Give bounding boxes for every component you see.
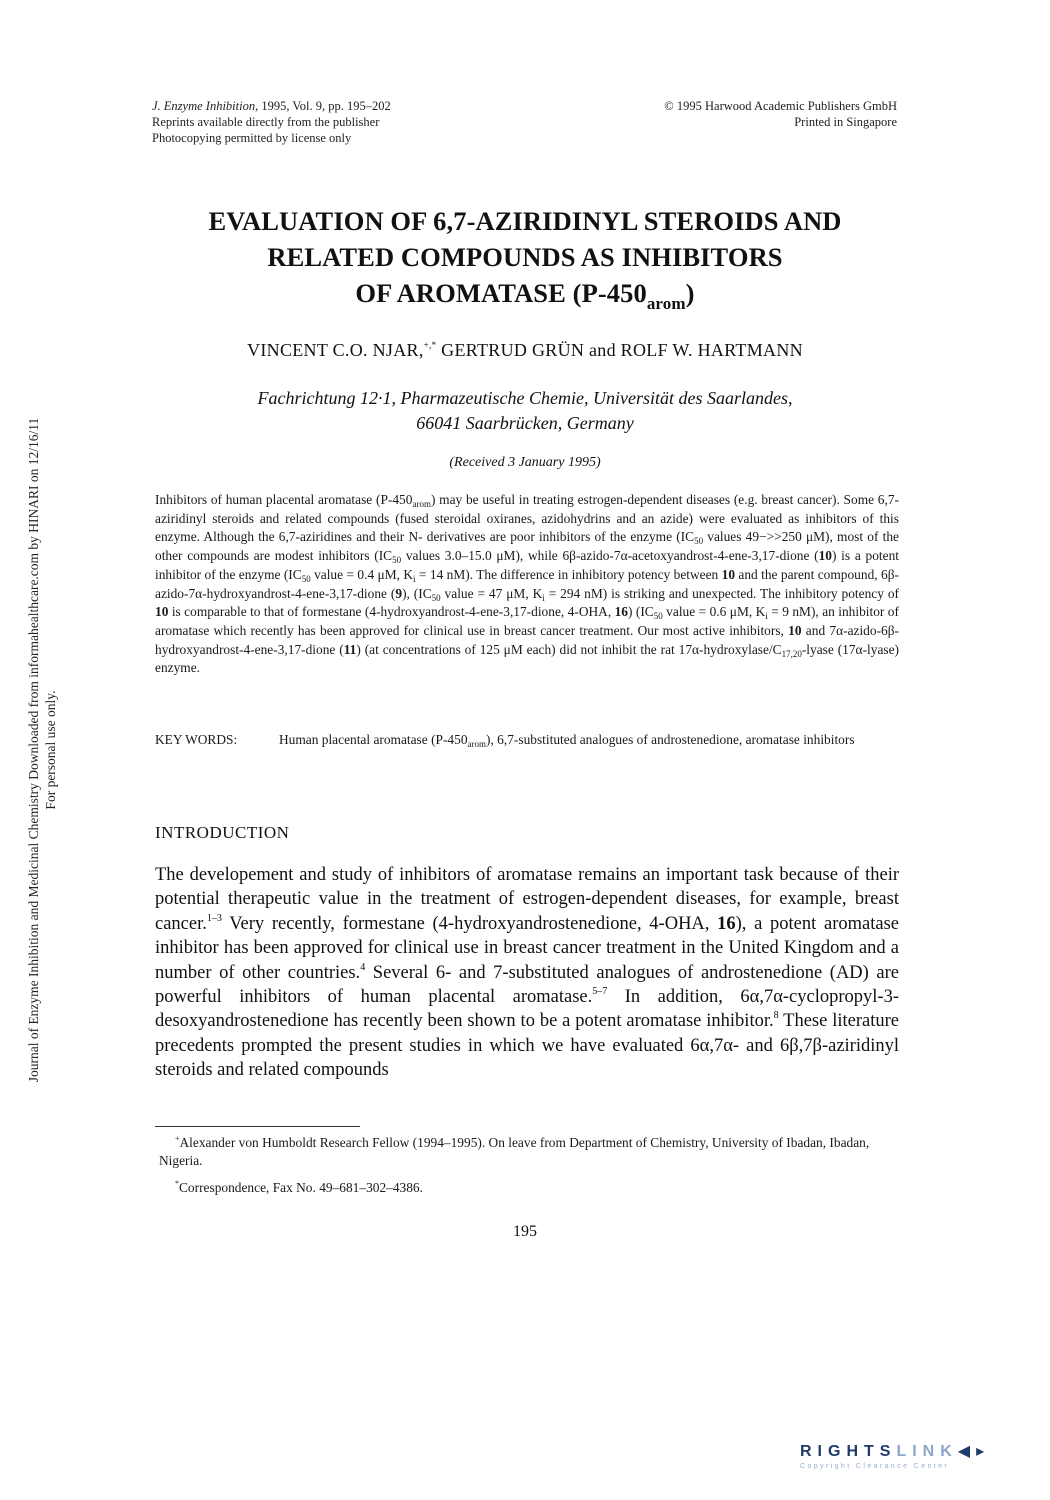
title-line-2: RELATED COMPOUNDS AS INHIBITORS — [267, 242, 783, 272]
download-watermark — [0, 0, 58, 1500]
abstract: Inhibitors of human placental aromatase $(P-450_{arom})$ may be useful in treating estrogen-dependent diseases (e.g. breast cancer). Some 6,7-aziridinyl steroids and related compounds (fused steroidal oxiranes, azidohydrins and an azide) were evaluated as inhibitors of this enzyme. Although the 6,7-aziridines and their N- derivatives are poor inhibitors of the enzyme ($IC_{50}$ values 49−>>250 μM), most of the other compounds are modest inhibitors ($IC_{50}$ values 3.0–15.0 μM), while 6β-azido-7α-acetoxyandrost-4-ene-3,17-dione (10) is a potent inhibitor of the enzyme ($IC_{50}$ value = 0.4 μM, $K_i = 14$ nM). The difference in inhibitory potency between 10 and the parent compound, 6β-azido-7α-hydroxyandrost-4-ene-3,17-dione (9), ($IC_{50}$ value = 47 μM, $K_i = 294$ nM) is striking and unexpected. The inhibitory potency of 10 is comparable to that of formestane (4-hydroxyandrost-4-ene-3,17-dione, 4-OHA, 16) ($IC_{50}$ value = 0.6 μM, $K_i = 9$ nM), an inhibitor of aromatase which recently has been approved for clinical use in breast cancer treatment. Our most active inhibitors, 10 and 7α-azido-6β-hydroxyandrost-4-ene-3,17-dione (11) (at concentrations of 125 μM each) did not inhibit the rat $17\alpha-hydroxylase/C_{17,20}$-lyase (17α-lyase) enzyme. — [155, 492, 900, 676]
rightslink-tagline: Copyright Clearance Center — [800, 1463, 950, 1470]
footnote-2: *Correspondence, Fax No. 49–681–302–4386. — [175, 1179, 423, 1195]
page-number: 195 — [513, 1223, 537, 1240]
rightslink-logo[interactable]: RIGHTSLINK◀▸ Copyright Clearance Center — [800, 1441, 1030, 1477]
reprints-note: Reprints available directly from the publisher — [152, 115, 380, 129]
author-list: VINCENT C.O. NJAR,+,* GERTRUD GRÜN and ROLF W. HARTMANN — [247, 340, 803, 360]
running-header-right — [537, 98, 897, 130]
running-header-left — [152, 98, 572, 146]
title-line-1: EVALUATION OF 6,7-AZIRIDINYL STEROIDS AND — [208, 206, 842, 236]
rightslink-arrow-icon: ◀▸ — [957, 1443, 991, 1460]
keywords-text: Human placental aromatase $(P-450_{arom})$, 6,7-substituted analogues of androstenedione, aromatase inhibitors — [279, 732, 855, 749]
watermark-line-2: For personal use only. — [43, 690, 58, 810]
photocopy-note: Photocopying permitted by license only — [152, 131, 352, 145]
affiliation: Fachrichtung 12·1, Pharmazeutische Chemie, Universität des Saarlandes, 66041 Saarbrücken, Germany — [257, 388, 793, 433]
title-line-3: OF AROMATASE $(P-450_{arom})$ — [355, 278, 695, 313]
article-title — [100, 203, 950, 311]
copyright-line: © 1995 Harwood Academic Publishers GmbH — [664, 99, 897, 113]
keywords — [155, 731, 899, 750]
received-date: (Received 3 January 1995) — [449, 455, 601, 470]
watermark-line-1: Journal of Enzyme Inhibition and Medicinal Chemistry Downloaded from informahealthcare.com by HINARI on 12/16/11 — [26, 417, 41, 1083]
footnote-1: +Alexander von Humboldt Research Fellow (1994–1995). On leave from Department of Chemistry, University of Ibadan, Ibadan, Nigeria. — [159, 1134, 870, 1168]
introduction-paragraph: The developement and study of inhibitors of aromatase remains an important task because of their potential therapeutic value in the treatment of estrogen-dependent diseases, for example, breast cancer.$^{1-3}$ Very recently, formestane (4-hydroxyandrostenedione, 4-OHA, 16), a potent aromatase inhibitor has been approved for clinical use in breast cancer treatment in the United Kingdom and a number of other countries.$^4$ Several 6- and 7-substituted analogues of androstenedione (AD) are powerful inhibitors of human placental aromatase.$^{5-7}$ In addition, 6α,7α-cyclopropyl-3-desoxyandrostenedione has recently been shown to be a potent aromatase inhibitor.$^8$ These literature precedents prompted the present studies in which we have evaluated 6α,7α- and 6β,7β-aziridinyl steroids and related compounds — [155, 865, 900, 1081]
printed-line: Printed in Singapore — [794, 115, 897, 129]
journal-citation: J. Enzyme Inhibition, 1995, Vol. 9, pp. 195–202 — [152, 99, 391, 113]
footnote-rule — [155, 1126, 360, 1127]
section-heading-introduction: INTRODUCTION — [155, 823, 290, 842]
keywords-label: KEY WORDS: — [155, 732, 238, 747]
